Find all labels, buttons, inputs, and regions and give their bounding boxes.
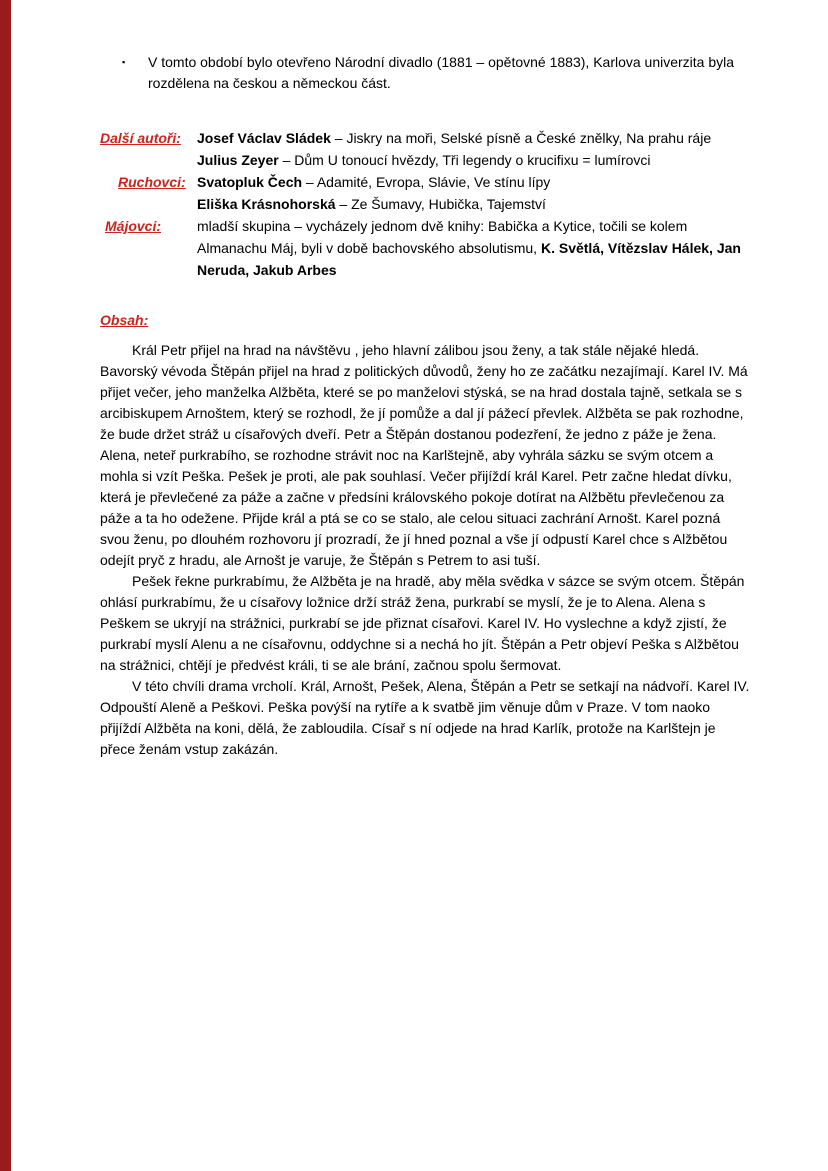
author-group-label-text: Májovci: [105,218,162,234]
author-entry [197,127,750,149]
summary-paragraph: V této chvíli drama vrcholí. Král, Arnošt, Pešek, Alena, Štěpán a Petr se setkají na nádvoří. Karel IV. Odpouští Aleně a Peškovi. Peška povýší na rytíře a k svatbě jim věnuje dům v Praze. V tom naoko přijíždí Alžběta na koni, dělá, že zabloudila. Císař s ní odjede na hrad Karlík, protože na Karlštejn je přece ženám vstup zakázán. [100,678,750,757]
obsah-paragraphs [100,340,750,760]
author-group-label [100,215,197,281]
bullet-list-item [122,52,750,94]
author-entry [197,149,750,171]
author-entry [197,193,750,215]
obsah-heading [100,309,750,331]
bullet-text: V tomto období bylo otevřeno Národní divadlo (1881 – opětovné 1883), Karlova univerzita byla rozdělena na českou a německou část. [148,54,735,91]
obsah-heading-text: Obsah: [100,312,149,328]
document-content [100,52,750,760]
author-entries [197,171,750,215]
authors-section [100,127,750,281]
author-entry-text: – Jiskry na moři, Selské písně a České znělky, Na prahu ráje [330,130,712,146]
author-entries [197,127,750,171]
summary-paragraph: Pešek řekne purkrabímu, že Alžběta je na hradě, aby měla svědka v sázce se svým otcem. Štěpán ohlásí purkrabímu, že u císařovy ložnice drží stráž žena, purkrabí se myslí, že je to Alena. Alena s Peškem se ukryjí na strážnici, purkrabí se jde přiznat císařovi. Karel IV. Ho vyslechne a když zjistí, že purkrabí myslí Alenu a ne císařovnu, oddychne si a nechá ho jít. Štěpán a Petr objeví Peška s Alžbětou na strážnici, chtějí je předvést králi, ti se ale brání, začnou spolu šermovat. [100,573,745,673]
author-row [100,215,750,281]
author-entries [197,215,750,281]
left-accent-stripe [0,0,11,1171]
author-group-label [100,127,197,171]
author-row [100,127,750,171]
author-entry-bold-text: Josef Václav Sládek [197,130,331,146]
author-entry-bold-text: Eliška Krásnohorská [197,196,336,212]
summary-paragraph: Král Petr přijel na hrad na návštěvu , jeho hlavní zálibou jsou ženy, a tak stále nějaké hledá. Bavorský vévoda Štěpán přijel na hrad z politických důvodů, ženy ho ze začátku nezajímají. Karel IV. Má přijet večer, jeho manželka Alžběta, které se po manželovi stýská, se na hrad dostala tajně, setkala se s arcibiskupem Arnoštem, který se rozhodl, že jí pomůže a dal jí pážecí převlek. Alžběta se pak rozhodne, že bude držet stráž u císařových dveří. Petr a Štěpán dostanou podezření, že jedno z páže je žena. Alena, neteř purkrabího, se rozhodne strávit noc na Karlštejně, aby vyhrála sázku se svým otcem a mohla si vzít Peška. Pešek je proti, ale pak souhlasí. Večer přijíždí král Karel. Petr začne hledat dívku, která je převlečené za páže a začne v předsíni královského pokoje dotírat na Alžbětu převlečenou za páže a ta ho odežene. Přijde král a ptá se co se stalo, ale celou situaci zachrání Arnošt. Karel pozná svou ženu, po dlouhém rozhovoru jí prozradí, že jí hned poznal a vše jí odpustí Karel chce s Alžbětou odejít pryč z hradu, ale Arnošt je varuje, že Štěpán s Petrem to asi tuší. [100,342,748,568]
author-entry [197,215,750,281]
author-entry-text: mladší skupina – vycházely jednom dvě knihy: Babička a Kytice, točili se kolem Almanachu Máj, byli v době bachovského absolutismu, [197,218,688,256]
bullet-square-icon: ▪ [122,57,126,67]
author-entry-bold-text: Svatopluk Čech [197,174,303,190]
author-entry-bold-text: Julius Zeyer [197,152,279,168]
author-entry-text: – Dům U tonoucí hvězdy, Tři legendy o krucifixu = lumírovci [278,152,651,168]
author-group-label-text: Další autoři: [100,130,181,146]
author-entry-bold-text: K. Světlá, Vítězslav Hálek, Jan Neruda, Jakub Arbes [197,240,741,278]
author-group-label-text: Ruchovci: [118,174,186,190]
author-entry-text: – Adamité, Evropa, Slávie, Ve stínu lípy [302,174,551,190]
author-row [100,171,750,215]
author-entry [197,171,750,193]
author-entry-text: – Ze Šumavy, Hubička, Tajemství [335,196,546,212]
author-group-label [100,171,197,215]
